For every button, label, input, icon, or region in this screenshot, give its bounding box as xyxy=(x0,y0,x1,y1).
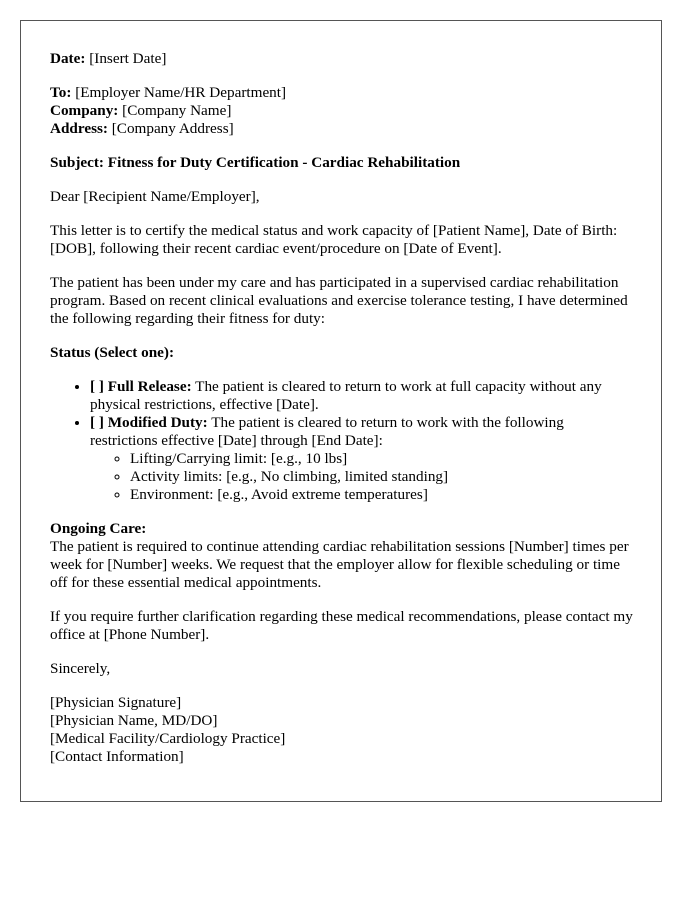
signature-block xyxy=(50,694,633,766)
address-value: [Company Address] xyxy=(111,120,234,137)
modified-duty-label: [ ] Modified Duty: xyxy=(90,414,208,431)
restriction-item: ◦ Lifting/Carrying limit: [e.g., 10 lbs] xyxy=(130,450,633,468)
to-value: [Employer Name/HR Department] xyxy=(75,84,287,101)
full-release-text: The patient is cleared to return to work at full capacity without any physical restrictions, effective [Date]. xyxy=(90,378,602,413)
company-label: Company: xyxy=(50,102,119,119)
full-release-label: [ ] Full Release: xyxy=(90,378,192,395)
date-line xyxy=(50,50,633,68)
company-line xyxy=(50,102,633,120)
physician-name: [Physician Name, MD/DO] xyxy=(50,712,218,729)
to-label: To: xyxy=(50,84,72,101)
company-value: [Company Name] xyxy=(122,102,232,119)
modified-duty-text: The patient is cleared to return to work with the following restrictions effective [Date] through [End Date]: xyxy=(90,414,564,449)
to-line xyxy=(50,84,633,102)
address-label: Address: xyxy=(50,120,108,137)
ongoing-care-heading: Ongoing Care: xyxy=(50,520,147,537)
closing: Sincerely, xyxy=(50,660,111,677)
contact-information: [Contact Information] xyxy=(50,748,184,765)
salutation: Dear [Recipient Name/Employer], xyxy=(50,188,260,205)
ongoing-care-section xyxy=(50,520,633,592)
modified-duty-option xyxy=(90,414,633,504)
care-paragraph: The patient has been under my care and has participated in a supervised cardiac rehabilitation program. Based on recent clinical evaluations and exercise tolerance testing, I have determined the following regarding their fitness for duty: xyxy=(50,274,628,327)
medical-facility: [Medical Facility/Cardiology Practice] xyxy=(50,730,286,747)
subject-text: Subject: Fitness for Duty Certification - Cardiac Rehabilitation xyxy=(50,154,461,171)
letter-document xyxy=(20,20,662,802)
clarification-paragraph: If you require further clarification regarding these medical recommendations, please contact my office at [Phone Number]. xyxy=(50,608,633,643)
physician-signature: [Physician Signature] xyxy=(50,694,182,711)
restriction-item: ◦ Environment: [e.g., Avoid extreme temperatures] xyxy=(130,486,633,504)
date-label: Date: xyxy=(50,50,86,67)
date-value: [Insert Date] xyxy=(89,50,167,67)
status-heading-text: Status (Select one): xyxy=(50,344,175,361)
restriction-item: ◦ Activity limits: [e.g., No climbing, limited standing] xyxy=(130,468,633,486)
recipient-block xyxy=(50,84,633,138)
address-line xyxy=(50,120,633,138)
subject-line xyxy=(50,154,633,172)
status-heading xyxy=(50,344,633,362)
full-release-option xyxy=(90,378,633,414)
intro-paragraph: This letter is to certify the medical status and work capacity of [Patient Name], Date of Birth: [DOB], following their recent cardiac event/procedure on [Date of Event]. xyxy=(50,222,618,257)
ongoing-care-text: The patient is required to continue attending cardiac rehabilitation sessions [Number] times per week for [Number] weeks. We request that the employer allow for flexible scheduling or time off for these essential medical appointments. xyxy=(50,538,629,591)
restrictions-list xyxy=(90,450,633,504)
status-options xyxy=(50,378,633,504)
